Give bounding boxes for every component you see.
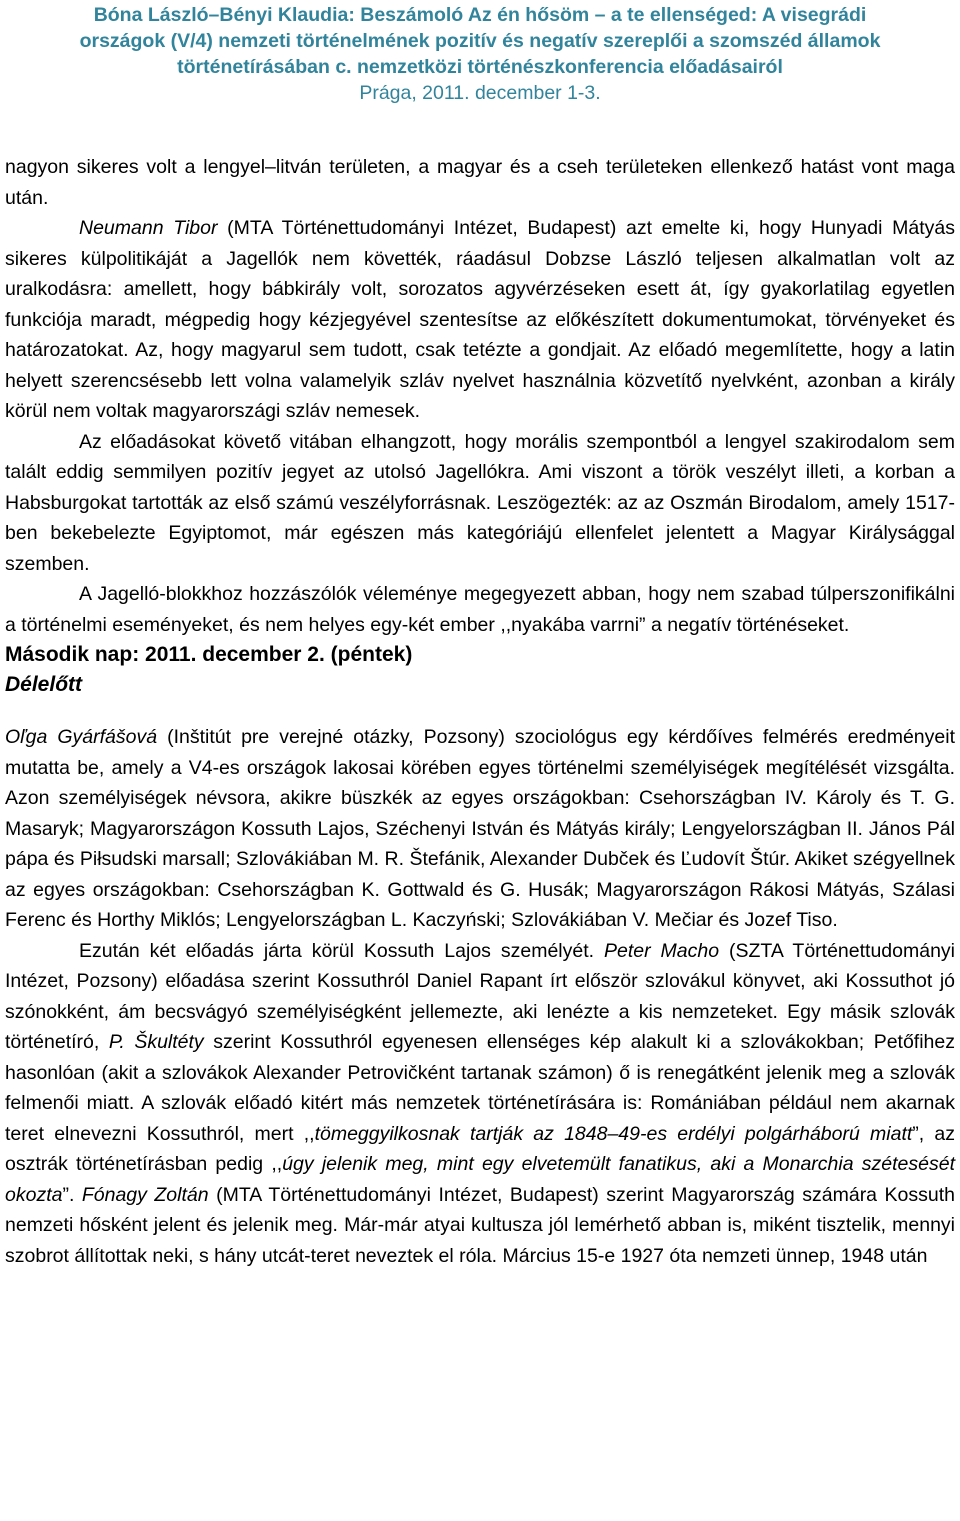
- speaker-name: Neumann Tibor: [79, 217, 218, 239]
- section-heading: Második nap: 2011. december 2. (péntek): [5, 643, 413, 666]
- paragraph-6-text-e: ”.: [62, 1183, 82, 1206]
- paragraph-2: [5, 213, 955, 427]
- paragraph-6-text-a: Ezután két előadás járta körül Kossuth Lajos személyét.: [79, 939, 604, 962]
- paragraph-3: Az előadásokat követő vitában elhangzott, hogy morális szempontból a lengyel szakirodalom sem talált eddig semmilyen pozitív jegyet az utolsó Jagellókra. Ami viszont a török veszélyt illeti, a korban a Habsburgokat tartották az első számú veszélyforrásnak. Leszögezték: az az Oszmán Birodalom, amely 1517-ben bekebelezte Egyiptomot, már egészen más kategóriájú ellenfelet jelentett a Magyar Királysággal szemben.: [5, 430, 955, 575]
- quote-2: úgy jelenik meg, mint egy elvetemült fanatikus, aki a Monarchia szétesését okozta: [5, 1153, 955, 1206]
- author-name: P. Škultéty: [108, 1031, 204, 1053]
- quote-1: tömeggyilkosnak tartják az 1848–49-es erdélyi polgárháború miatt: [314, 1122, 913, 1145]
- paragraph-6: [5, 936, 955, 1272]
- header-location-date: Prága, 2011. december 1-3.: [359, 82, 601, 104]
- paragraph-5-text: (Inštitút pre verejné otázky, Pozsony) szociológus egy kérdőíves felmérés eredményeit mutatta be, amely a V4-es országok lakosai körében egyes történelmi személyiségek megítélését vizsgálta. Azon személyiségek névsora, akikre büszkék az egyes országokban: Csehországban IV. Károly és T. G. Masaryk; Magyarországon Kossuth Lajos, Széchenyi István és Mátyás király; Lengyelországban II. János Pál pápa és Piłsudski marsall; Szlovákiában M. R. Štefánik, Alexander Dubček és Ľudovít Štúr. Akiket szégyellnek az egyes országokban: Csehországban K. Gottwald és G. Husák; Magyarországon Rákosi Mátyás, Szálasi Ferenc és Horthy Miklós; Lengyelországban L. Kaczyński; Szlovákiában V. Mečiar és Jozef Tiso.: [5, 726, 955, 931]
- running-header: [0, 2, 960, 106]
- paragraph-6-text-c: szerint Kossuthról egyenesen ellenséges kép alakult ki a szlovákokban; Petőfihez hasonlóan (akit a szlovákok Alexander Petrovičként tartanak számon) ő is renegátként jelenik meg a szlovák felmenői miatt. A szlovák előadó kitért más nemzetek történetírására is: Romániában például nem akarnak teret elnevezni Kossuthról, mert ,,: [5, 1031, 956, 1145]
- paragraph-6-text-f: (MTA Történettudományi Intézet, Budapest) szerint Magyarország számára Kossuth nemzeti hősként jelent és jelenik meg. Már-már atyai kultusza jól lemérhető abban is, miként tisztelik, mennyi szobrot állítottak neki, s hány utcát-teret neveztek el róla. Március 15-e 1927 óta nemzeti ünnep, 1948 után: [5, 1183, 955, 1267]
- header-title-line-1: Bóna László–Bényi Klaudia: Beszámoló Az én hősöm – a te ellenséged: A visegrádi: [93, 4, 867, 26]
- paragraph-4: A Jagelló-blokkhoz hozzászólók véleménye megegyezett abban, hogy nem szabad túlperszonifikálni a történelmi eseményeket, és nem helyes egy-két ember ,,nyakába varrni” a negatív történéseket.: [5, 583, 955, 636]
- body-text: [5, 152, 955, 1271]
- subsection-heading: Délelőtt: [5, 673, 83, 696]
- paragraph-2-text: (MTA Történettudományi Intézet, Budapest) azt emelte ki, hogy Hunyadi Mátyás sikeres külpolitikáját a Jagellók nem követték, ráadásul Dobzse László teljesen alkalmatlan volt az uralkodásra: amellett, hogy bábkirály volt, sorozatos agyvérzéseken esett át, így gyakorlatilag egyetlen funkciója maradt, mégpedig hogy kézjegyével szentesítse az előkészített dokumentumokat, törvényeket és határozatokat. Az, hogy magyarul sem tudott, csak tetézte a gondjait. Az előadó megemlítette, hogy a latin helyett szerencsésebb lett volna valamelyik szláv nyelvet használnia közvetítő nyelvként, azonban a király körül nem voltak magyarországi szláv nemesek.: [5, 217, 955, 422]
- paragraph-5: [5, 722, 955, 936]
- speaker-name: Fónagy Zoltán: [81, 1183, 209, 1206]
- speaker-name: Peter Macho: [604, 939, 720, 962]
- header-title-line-2: országok (V/4) nemzeti történelmének pozitív és negatív szereplői a szomszéd államok: [79, 30, 881, 52]
- paragraph-6-text-d: ”, az osztrák történetírásban pedig ,,: [5, 1122, 955, 1175]
- paragraph-6-text-b: (SZTA Történettudományi Intézet, Pozsony) előadása szerint Kossuthról Daniel Rapant írt először szlovákul könyvet, aki Kossuthot jó szónokként, ám becsvágyó személyiségként jellemezte, aki lenézte a kis nemzeteket. Egy másik szlovák történetíró,: [5, 939, 955, 1053]
- speaker-name: Oľga Gyárfášová: [5, 726, 158, 748]
- paragraph-1: nagyon sikeres volt a lengyel–litván területen, a magyar és a cseh területeken ellenkező hatást vont maga után.: [5, 156, 955, 209]
- header-title-line-3: történetírásában c. nemzetközi történészkonferencia előadásairól: [177, 56, 783, 78]
